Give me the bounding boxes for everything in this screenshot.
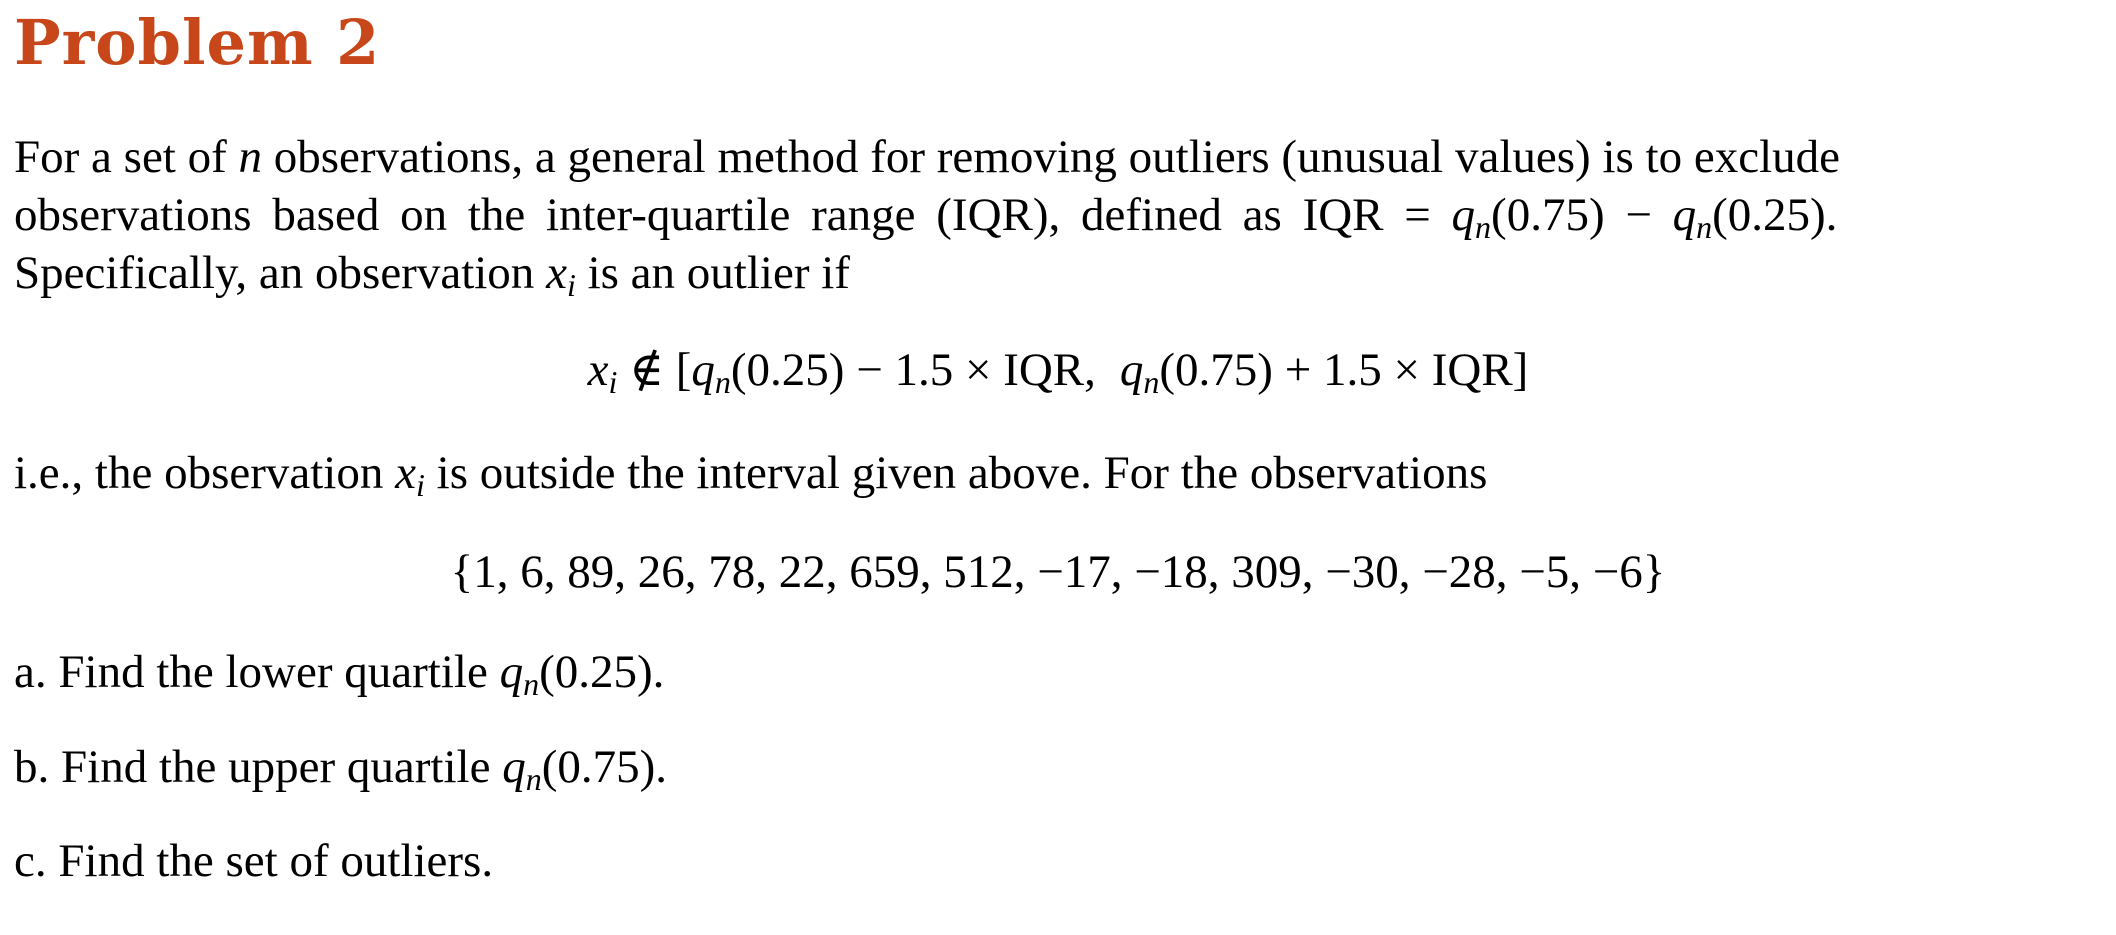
math-arg: (0.25). [1712, 189, 1838, 241]
math-subscript: i [566, 267, 576, 303]
intro-text: observations based on the inter-quartile range (IQR), defined as IQR = [14, 189, 1452, 241]
intro-text: is an outlier if [575, 247, 850, 299]
formula-lower-bound: (0.25) − 1.5 × IQR, [730, 344, 1096, 396]
problem-title: Problem 2 [14, 6, 381, 79]
intro-text: Specifically, an observation [14, 247, 547, 299]
intro-paragraph [14, 128, 2050, 302]
math-notin: ∉ [ [617, 344, 692, 396]
formula-upper-bound: (0.75) + 1.5 × IQR] [1159, 344, 1529, 396]
math-subscript: n [714, 364, 731, 400]
math-subscript: n [1475, 209, 1492, 245]
ie-line [14, 446, 1488, 503]
question-c [14, 834, 493, 888]
intro-text: For a set of [14, 131, 239, 183]
ie-text: is outside the interval given above. For the observations [424, 447, 1488, 499]
math-x: x [395, 447, 416, 499]
math-x: x [546, 247, 567, 299]
math-n: n [238, 131, 263, 183]
outlier-formula [0, 342, 2116, 400]
question-label: a. [14, 646, 47, 698]
math-arg: (0.75). [541, 741, 667, 793]
math-subscript: n [525, 761, 542, 797]
question-b [14, 740, 667, 797]
math-q: q [499, 646, 524, 698]
intro-line-2 [14, 186, 2050, 244]
question-text: Find the lower quartile [46, 646, 500, 698]
math-subscript: n [1696, 209, 1713, 245]
ie-text: i.e., the observation [14, 447, 396, 499]
math-q: q [691, 344, 715, 396]
intro-text: observations, a general method for removing outliers (unusual values) is to exclude [262, 131, 1841, 183]
math-subscript: n [523, 666, 540, 702]
math-q: q [1672, 189, 1697, 241]
question-a [14, 645, 665, 702]
observations-set: {1, 6, 89, 26, 78, 22, 659, 512, −17, −18, 309, −30, −28, −5, −6} [450, 546, 1666, 598]
math-q: q [1451, 189, 1476, 241]
math-arg: (0.75) − [1491, 189, 1673, 241]
math-q: q [502, 741, 526, 793]
math-x: x [587, 344, 609, 396]
question-label: b. [14, 741, 50, 793]
question-text: Find the set of outliers. [46, 835, 494, 887]
math-arg: (0.25). [539, 646, 665, 698]
math-q: q [1119, 344, 1144, 396]
question-text: Find the upper quartile [49, 741, 503, 793]
question-label: c. [14, 835, 47, 887]
intro-line-3 [14, 244, 2050, 302]
math-subscript: i [416, 467, 425, 503]
math-subscript: n [1143, 364, 1160, 400]
math-subscript: i [608, 364, 618, 400]
intro-line-1 [14, 128, 2050, 186]
